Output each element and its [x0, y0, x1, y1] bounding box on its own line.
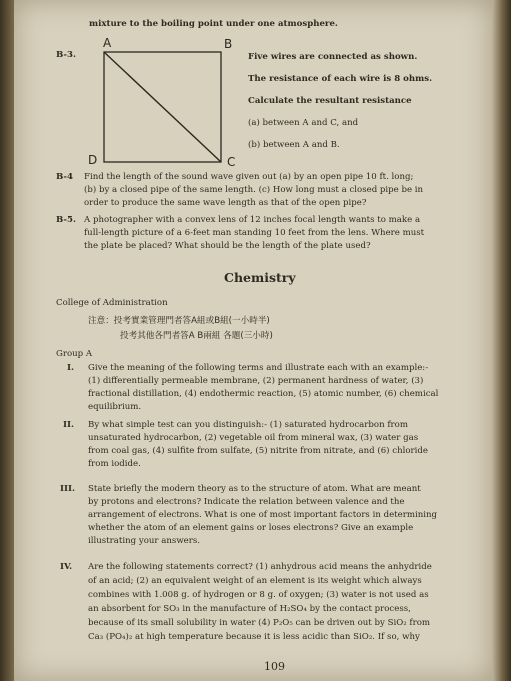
- q3-line-5: illustrating your answers.: [88, 536, 201, 546]
- section-heading: Chemistry: [224, 270, 296, 285]
- q4-line-1: Are the following statements correct? (1) anhydrous acid means the anhydride: [88, 562, 432, 572]
- q4-number: IV.: [60, 562, 73, 572]
- q3-line-1: State briefly the modern theory as to the structure of atom. What are meant: [88, 484, 421, 494]
- b4-line-2: (b) by a closed pipe of the same length. (c) How long must a closed pipe be in: [84, 185, 424, 195]
- b3-line-2: The resistance of each wire is 8 ohms.: [248, 74, 433, 84]
- label-d: D: [88, 153, 98, 167]
- q3-number: III.: [60, 484, 76, 494]
- q4-line-6: Ca₃ (PO₄)₂ at high temperature because it is less acidic than SiO₂. If so, why: [88, 632, 420, 642]
- b3-line-1: Five wires are connected as shown.: [248, 52, 418, 62]
- b4-number: B-4: [56, 172, 73, 182]
- label-a: A: [103, 36, 112, 50]
- q2-number: II.: [63, 420, 75, 430]
- q3-line-3: arrangement of electrons. What is one of most important factors in determining: [88, 510, 438, 520]
- q4-line-4: an absorbent for SO₃ in the manufacture of H₂SO₄ by the contact process,: [88, 604, 411, 614]
- q2-line-4: from iodide.: [88, 459, 141, 469]
- q2-line-2: unsaturated hydrocarbon, (2) vegetable oil from mineral wax, (3) water gas: [88, 433, 419, 443]
- b3-line-5: (b) between A and B.: [248, 140, 340, 150]
- college-label: College of Administration: [56, 298, 168, 308]
- group-label: Group A: [56, 349, 93, 359]
- b5-line-1: A photographer with a convex lens of 12 inches focal length wants to make a: [84, 215, 421, 225]
- b3-line-4: (a) between A and C, and: [248, 118, 359, 128]
- b3-line-3: Calculate the resultant resistance: [248, 96, 412, 106]
- note-line-1: 注意：投考實業管理門者答A組或B組(一小時半): [88, 316, 270, 326]
- b4-line-1: Find the length of the sound wave given out (a) by an open pipe 10 ft. long;: [84, 172, 414, 182]
- b5-line-2: full-length picture of a 6-feet man standing 10 feet from the lens. Where must: [84, 228, 425, 238]
- q4-line-5: because of its small solubility in water (4) P₂O₅ can be driven out by SiO₂ from: [88, 618, 431, 628]
- q2-line-3: from coal gas, (4) sulfite from sulfate, (5) nitrite from nitrate, and (6) chloride: [88, 446, 428, 456]
- q1-number: I.: [67, 363, 75, 373]
- b4-line-3: order to produce the same wave length as that of the open pipe?: [84, 198, 367, 208]
- q3-line-2: by protons and electrons? Indicate the relation between valence and the: [88, 497, 405, 507]
- q4-line-3: combines with 1.008 g. of hydrogen or 8 g. of oxygen; (3) water is not used as: [88, 590, 429, 600]
- q4-line-2: of an acid; (2) an equivalent weight of an element is its weight which always: [88, 576, 422, 586]
- label-c: C: [227, 155, 236, 169]
- q2-line-1: By what simple test can you distinguish:- (1) saturated hydrocarbon from: [88, 420, 408, 430]
- note-line-2: 投考其他各門者答A B兩組 各題(三小時): [120, 331, 273, 341]
- b5-number: B-5.: [56, 215, 76, 225]
- q1-line-4: equilibrium.: [88, 402, 142, 412]
- b5-line-3: the plate be placed? What should be the length of the plate used?: [84, 241, 371, 251]
- q3-line-4: whether the atom of an element gains or loses electrons? Give an example: [88, 523, 414, 533]
- q1-line-3: fractional distillation, (4) endothermic reaction, (5) atomic number, (6) chemical: [88, 389, 439, 399]
- q1-line-1: Give the meaning of the following terms and illustrate each with an example:-: [88, 363, 429, 373]
- diagram-diagonal: [104, 52, 221, 162]
- top-line: mixture to the boiling point under one atmosphere.: [89, 19, 338, 29]
- q1-line-2: (1) differentially permeable membrane, (2) permanent hardness of water, (3): [88, 376, 424, 386]
- page-number: 109: [264, 660, 285, 673]
- label-b: B: [224, 37, 233, 51]
- b3-number: B-3.: [56, 50, 76, 60]
